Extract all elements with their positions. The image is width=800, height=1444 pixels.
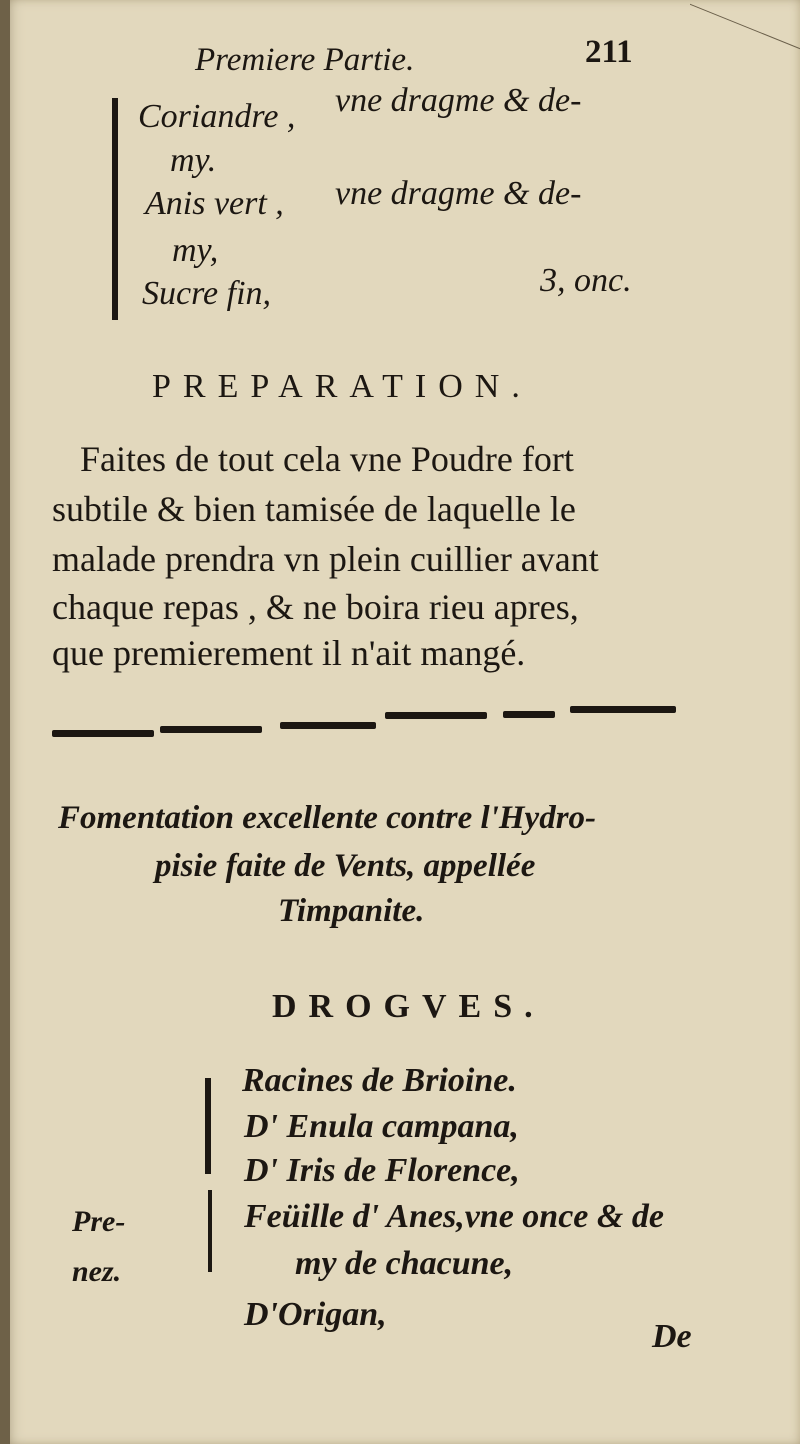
preparation-heading: PREPARATION. <box>152 368 532 405</box>
catchword: De <box>652 1318 692 1355</box>
ingredient-qty: vne dragme & de- <box>335 82 582 119</box>
recipe-title-line: Timpanite. <box>278 893 425 929</box>
ingredient-qty: vne dragme & de- <box>335 175 582 212</box>
ingredient-name: Coriandre , <box>138 98 296 135</box>
drogues-bracket <box>205 1078 211 1174</box>
recipe-title-line: pisie faite de Vents, appellée <box>155 848 536 884</box>
drogue-item: D' Iris de Florence, <box>244 1152 520 1189</box>
preparation-line: malade prendra vn plein cuillier avant <box>52 539 599 579</box>
drogue-item: D' Enula campana, <box>244 1108 519 1145</box>
prenez-label: Pre- <box>72 1205 126 1238</box>
preparation-line: subtile & bien tamisée de laquelle le <box>52 489 576 529</box>
drogue-item: my de chacune, <box>295 1245 514 1282</box>
drogue-item: Racines de Brioine. <box>242 1062 517 1099</box>
preparation-line: Faites de tout cela vne Poudre fort <box>80 439 574 479</box>
preparation-line: chaque repas , & ne boira rieu apres, <box>52 587 579 627</box>
recipe-title-line: Fomentation excellente contre l'Hydro- <box>58 800 597 836</box>
drogue-item: Feüille d' Anes,vne once & de <box>244 1198 664 1235</box>
ingredient-bracket <box>112 98 118 320</box>
corner-crease <box>690 0 800 60</box>
running-head: Premiere Partie. <box>195 42 415 78</box>
ingredient-qty: my. <box>170 142 217 179</box>
ingredient-name: Anis vert , <box>145 185 284 222</box>
drogues-bracket <box>208 1190 212 1272</box>
page-number: 211 <box>585 34 633 70</box>
drogue-item: D'Origan, <box>244 1296 387 1333</box>
preparation-line: que premierement il n'ait mangé. <box>52 633 526 673</box>
ingredient-qty: my, <box>172 232 219 269</box>
prenez-label: nez. <box>72 1255 122 1288</box>
ingredient-name: Sucre fin, <box>142 275 272 312</box>
drogues-heading: DROGVES. <box>272 988 545 1025</box>
ingredient-qty: 3, onc. <box>540 262 632 299</box>
page-gutter <box>0 0 10 1444</box>
